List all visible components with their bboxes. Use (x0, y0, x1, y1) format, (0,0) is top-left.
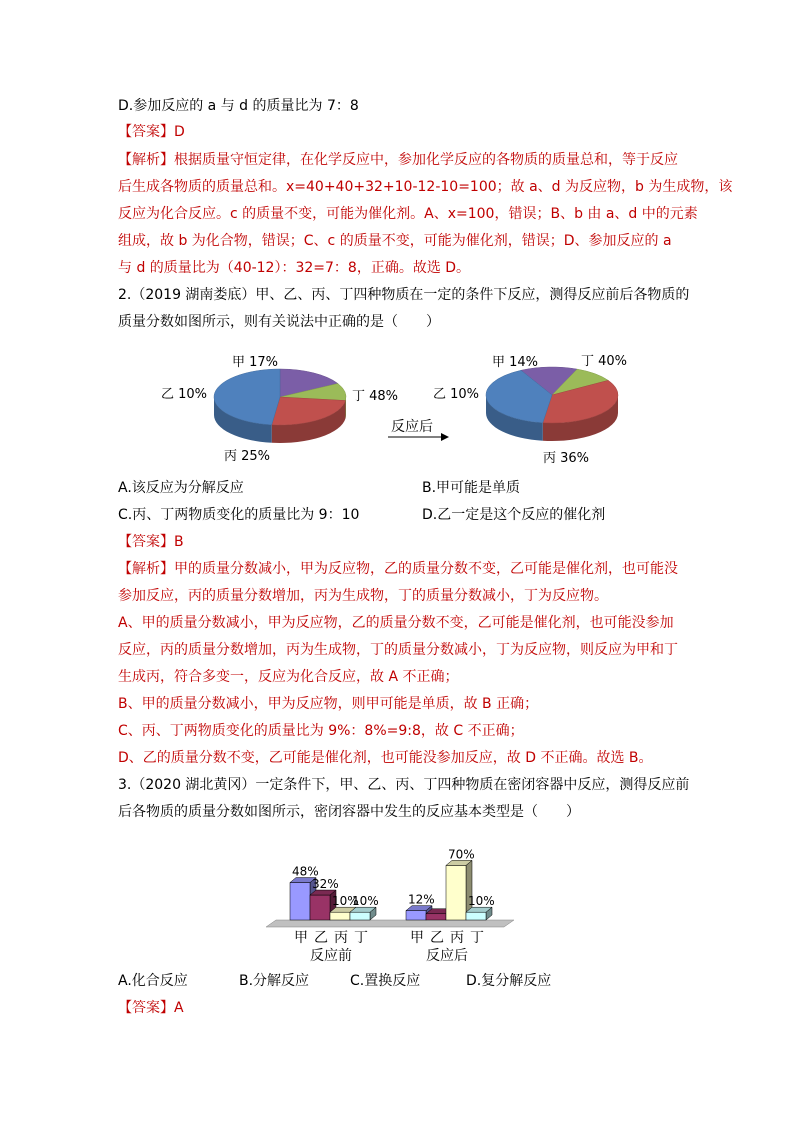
answer-tag: 【答案】 (118, 124, 174, 140)
q1-analysis-line-4: 组成，故 b 为化合物，错误；C、c 的质量不变，可能为催化剂，错误；D、参加反应的 a (118, 233, 672, 249)
q1-analysis-line-1: 【解析】根据质量守恒定律，在化学反应中，参加化学反应的各物质的质量总和，等于反应 (118, 152, 678, 168)
q2-stem-line-2: 质量分数如图所示，则有关说法中正确的是（ ） (118, 314, 440, 330)
bar-反应前-甲 (290, 883, 310, 920)
q1-option-d: D.参加反应的 a 与 d 的质量比为 7：8 (118, 98, 359, 114)
answer-tag: 【答案】 (118, 1000, 174, 1016)
answer-value: D (174, 124, 185, 140)
bar-反应后-丙 (446, 865, 466, 920)
q1-analysis-line-2: 后生成各物质的质量总和。x=40+40+32+10-12-10=100；故 a、d 为反应物，b 为生成物，该 (118, 179, 733, 195)
bar-category-label-反应后-丙: 丙 (450, 930, 464, 946)
pie-label-乙: 乙 10% (161, 387, 208, 402)
pie-label-丁: 丁 40% (581, 354, 628, 369)
bar-反应后-乙 (426, 914, 446, 920)
q3-option-b: B.分解反应 (239, 973, 310, 989)
q3-answer (118, 998, 184, 1020)
q3-stem-line-2: 后各物质的质量分数如图所示，密闭容器中发生的反应基本类型是（ ） (118, 804, 580, 820)
q2-analysis-line-6: B、甲的质量分数减小，甲为反应物，则甲可能是单质，故 B 正确； (118, 696, 539, 712)
bar-value-label-反应前-乙: 32% (312, 877, 339, 892)
bar-group-label-反应前: 反应前 (310, 948, 352, 962)
bar-category-label-反应前-甲: 甲 (294, 930, 308, 946)
bar-category-label-反应后-丁: 丁 (470, 930, 484, 946)
q1-analysis-line-3: 反应为化合反应。c 的质量不变，可能为催化剂。A、x=100，错误；B、b 由 a、d 中的元素 (118, 206, 698, 222)
bar-反应前-丙 (330, 912, 350, 920)
bar-反应前-丁 (350, 912, 370, 920)
bar-反应后-丁 (466, 912, 486, 920)
pie-label-丙: 丙 25% (224, 449, 271, 464)
pie-label-甲: 甲 14% (492, 355, 539, 370)
q3-option-d: D.复分解反应 (466, 973, 552, 989)
bar-category-label-反应后-乙: 乙 (430, 930, 444, 946)
q2-option-a: A.该反应为分解反应 (118, 480, 244, 496)
bar-group-label-反应后: 反应后 (426, 948, 468, 962)
q2-analysis-line-2: 参加反应，丙的质量分数增加，丙为生成物，丁的质量分数减小，丁为反应物。 (118, 588, 608, 604)
bar-value-label-反应后-甲: 12% (408, 892, 435, 907)
bar-value-label-反应后-丙: 70% (448, 847, 475, 862)
bar-category-label-反应前-丙: 丙 (334, 930, 348, 946)
bar-value-label-反应前-甲: 48% (292, 864, 319, 879)
bar-category-label-反应后-甲: 甲 (410, 930, 424, 946)
q2-analysis-line-5: 生成丙，符合多变一，反应为化合反应，故 A 不正确； (118, 669, 459, 685)
pie-before (161, 355, 398, 464)
q2-stem-line-1: 2.（2019 湖南娄底）甲、乙、丙、丁四种物质在一定的条件下反应，测得反应前后各物质的 (118, 287, 690, 303)
q2-analysis-line-7: C、丙、丁两物质变化的质量比为 9%：8%=9:8，故 C 不正确； (118, 723, 524, 739)
bar-反应前-乙 (310, 895, 330, 920)
q2-pie-charts (150, 345, 630, 470)
answer-value: B (174, 534, 184, 550)
chart-floor (266, 920, 514, 927)
pie-label-乙: 乙 10% (433, 387, 480, 402)
analysis-tag: 【解析】 (118, 561, 174, 577)
answer-value: A (174, 1000, 184, 1016)
q3-stem-line-1: 3.（2020 湖北黄冈）一定条件下，甲、乙、丙、丁四种物质在密闭容器中反应，测得反应前 (118, 777, 690, 793)
pie-after (433, 354, 627, 466)
q2-option-b: B.甲可能是单质 (422, 480, 521, 496)
q1-answer (118, 122, 185, 144)
q3-option-c: C.置换反应 (350, 973, 421, 989)
arrow-label: 反应后 (391, 419, 433, 435)
q2-analysis-line-1: 【解析】甲的质量分数减小，甲为反应物，乙的质量分数不变，乙可能是催化剂，也可能没 (118, 561, 678, 577)
pie-label-丙: 丙 36% (543, 451, 590, 466)
q2-analysis-line-3: A、甲的质量分数减小，甲为反应物，乙的质量分数不变，乙可能是催化剂，也可能没参加 (118, 615, 674, 631)
q2-option-c: C.丙、丁两物质变化的质量比为 9：10 (118, 507, 360, 523)
bar-category-label-反应前-丁: 丁 (354, 930, 368, 946)
bar-category-label-反应前-乙: 乙 (314, 930, 328, 946)
q2-answer (118, 532, 184, 554)
q3-option-a: A.化合反应 (118, 973, 188, 989)
answer-tag: 【答案】 (118, 534, 174, 550)
q3-bar-chart (266, 832, 526, 962)
pie-label-甲: 甲 17% (232, 355, 279, 370)
bar-反应后-甲 (406, 911, 426, 920)
bar-value-label-反应前-丙: 10% (332, 894, 359, 909)
pie-label-丁: 丁 48% (352, 389, 399, 404)
bar-value-label-反应后-丁: 10% (468, 894, 495, 909)
q2-analysis-line-8: D、乙的质量分数不变，乙可能是催化剂，也可能没参加反应，故 D 不正确。故选 B。 (118, 750, 653, 766)
bar-value-label-反应前-丁: 10% (352, 894, 379, 909)
analysis-tag: 【解析】 (118, 152, 174, 168)
q2-option-d: D.乙一定是这个反应的催化剂 (422, 507, 606, 523)
q1-analysis-line-5: 与 d 的质量比为（40-12）：32=7：8，正确。故选 D。 (118, 260, 471, 276)
q2-analysis-line-4: 反应，丙的质量分数增加，丙为生成物，丁的质量分数减小，丁为反应物，则反应为甲和丁 (118, 642, 678, 658)
